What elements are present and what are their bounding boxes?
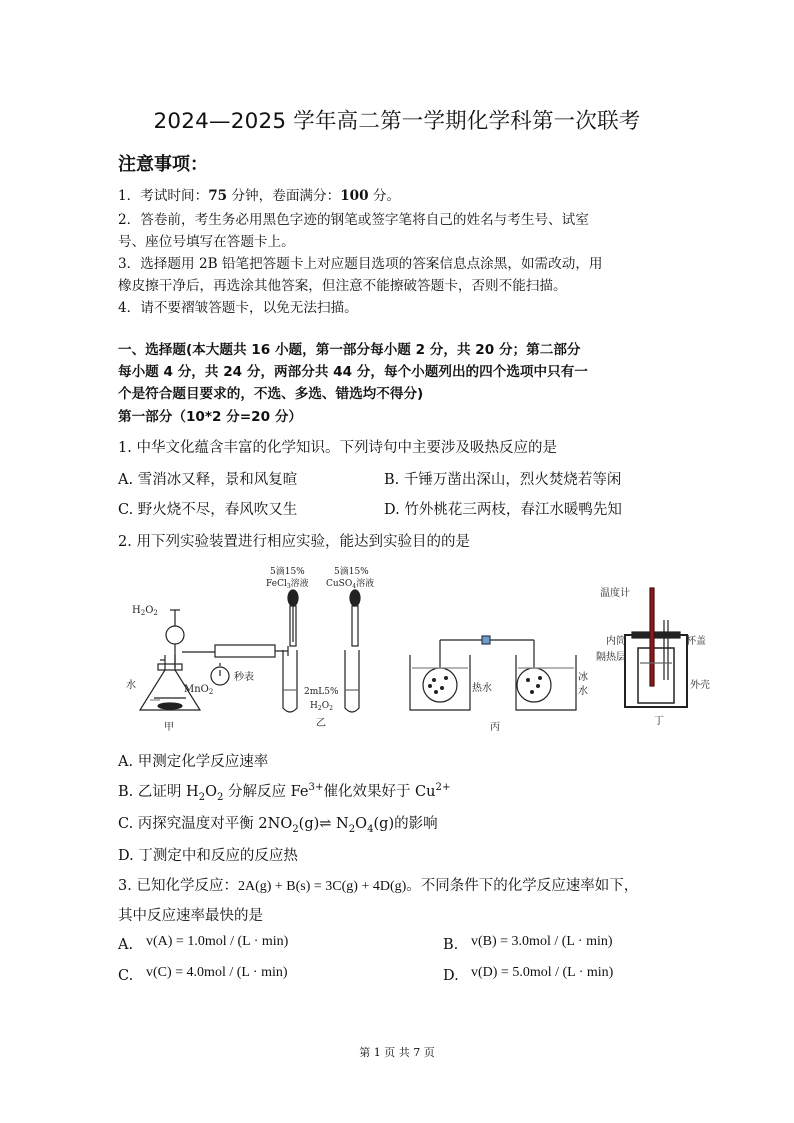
q2-option-c: C. 丙探究温度对平衡 $2NO_2(g)\rightleftharpoons$ $N_2O_4(g)$的影响 [118,816,438,835]
label-insulation: 隔热层 [596,652,626,663]
q3-option-d-label: D. [443,968,459,984]
label-yi: 乙 [316,718,326,729]
part1-heading: 第一部分（10*2 分=20 分） [118,409,303,425]
apparatus-ding [625,588,687,707]
label-stopwatch: 秒表 [234,672,254,683]
q1-stem: 1. 中华文化蕴含丰富的化学知识。下列诗句中主要涉及吸热反应的是 [118,440,557,456]
q1-option-a: A. 雪消冰又释，景和风复暄 [118,472,298,488]
q2-option-d: D. 丁测定中和反应的反应热 [118,848,298,864]
apparatus-bing [410,636,576,710]
label-inner: 内筒 [606,636,626,647]
label-lid: 杯盖 [686,636,706,647]
notice-line-3b: 橡皮擦干净后，再选涂其他答案，但注意不能擦破答题卡，否则不能扫描。 [118,278,567,294]
exam-time: 75 [208,188,228,204]
label-bing: 丙 [490,722,500,733]
full-score: 100 [340,188,369,204]
label-water: 水 [126,680,136,691]
q2-option-a: A. 甲测定化学反应速率 [118,754,269,770]
q3-option-c: v(C) = 4.0mol / (L · min) [146,965,288,980]
q2-option-b: B. 乙证明 $H_2O_2$ 分解反应 $Fe^{3+}$催化效果好于 $Cu^{2+}$ [118,782,451,803]
q1-option-b: B. 千锤万凿出深山，烈火焚烧若等闲 [384,472,622,488]
q3-option-b-label: B. [443,937,459,953]
label-thermometer: 温度计 [600,588,630,599]
q3-equation: 2A(g) + B(s) = 3C(g) + 4D(g) [237,879,407,894]
notice-line-1: 1．考试时间：75 分钟，卷面满分：100 分。 [118,188,401,204]
notice-line-2b: 号、座位号填写在答题卡上。 [118,234,295,250]
label-hot-water: 热水 [472,683,492,694]
q1-option-d: D. 竹外桃花三两枝，春江水暖鸭先知 [384,502,622,518]
label-ice: 冰 [578,672,588,683]
label-ice-water: 水 [578,686,588,697]
label-shell: 外壳 [690,680,710,691]
section1-line2: 每小题 4 分，共 24 分，两部分共 44 分，每个小题列出的四个选项中只有一 [118,364,588,380]
label-cuso4: CuSO$_4$溶液 [326,579,375,590]
label-fecl3: FeCl$_3$溶液 [266,579,309,590]
label-ding: 丁 [654,716,664,727]
page-footer: 第 1 页 共 7 页 [359,1046,435,1059]
apparatus-jia [140,610,288,710]
q3-option-a: v(A) = 1.0mol / (L · min) [146,934,289,949]
label-cuso4-drops: 5滴15% [334,567,369,577]
notice-line-3a: 3．选择题用 2B 铅笔把答题卡上对应题目选项的答案信息点涂黑，如需改动，用 [118,256,603,272]
label-h2o2-amount: 2mL5% [304,687,339,697]
exam-title: 2024—2025 学年高二第一学期化学科第一次联考 [153,109,641,134]
label-h2o2-yi: $H_2O_2$ [310,701,333,712]
q3-option-b: v(B) = 3.0mol / (L · min) [471,934,613,949]
notice-heading: 注意事项： [118,154,208,175]
q3-option-a-label: A. [118,937,134,953]
notice-line-2a: 2．答卷前，考生务必用黑色字迹的钢笔或签字笔将自己的姓名与考生号、试室 [118,212,589,228]
q3-stem-line1: 3. 已知化学反应：2A(g) + B(s) = 3C(g) + 4D(g)。不同条件下的化学反应速率如下， [118,878,639,894]
section1-line3: 个是符合题目要求的，不选、多选、错选均不得分) [118,386,424,402]
q3-stem-line2: 其中反应速率最快的是 [118,908,263,924]
q2-apparatus-figure [120,560,720,735]
q2-stem: 2. 用下列实验装置进行相应实验，能达到实验目的的是 [118,534,470,550]
label-mno2: MnO$_2$ [184,684,214,696]
section1-line1: 一、选择题(本大题共 16 小题，第一部分每小题 2 分，共 20 分；第二部分 [118,342,581,358]
label-fecl3-drops: 5滴15% [270,567,305,577]
q3-option-c-label: C. [118,968,134,984]
q1-option-c: C. 野火烧不尽，春风吹又生 [118,502,298,518]
label-jia: 甲 [164,722,174,733]
notice-line-4: 4．请不要褶皱答题卡，以免无法扫描。 [118,300,358,316]
label-h2o2-funnel: $H_2O_2$ [132,605,158,617]
q3-option-d: v(D) = 5.0mol / (L · min) [471,965,614,980]
